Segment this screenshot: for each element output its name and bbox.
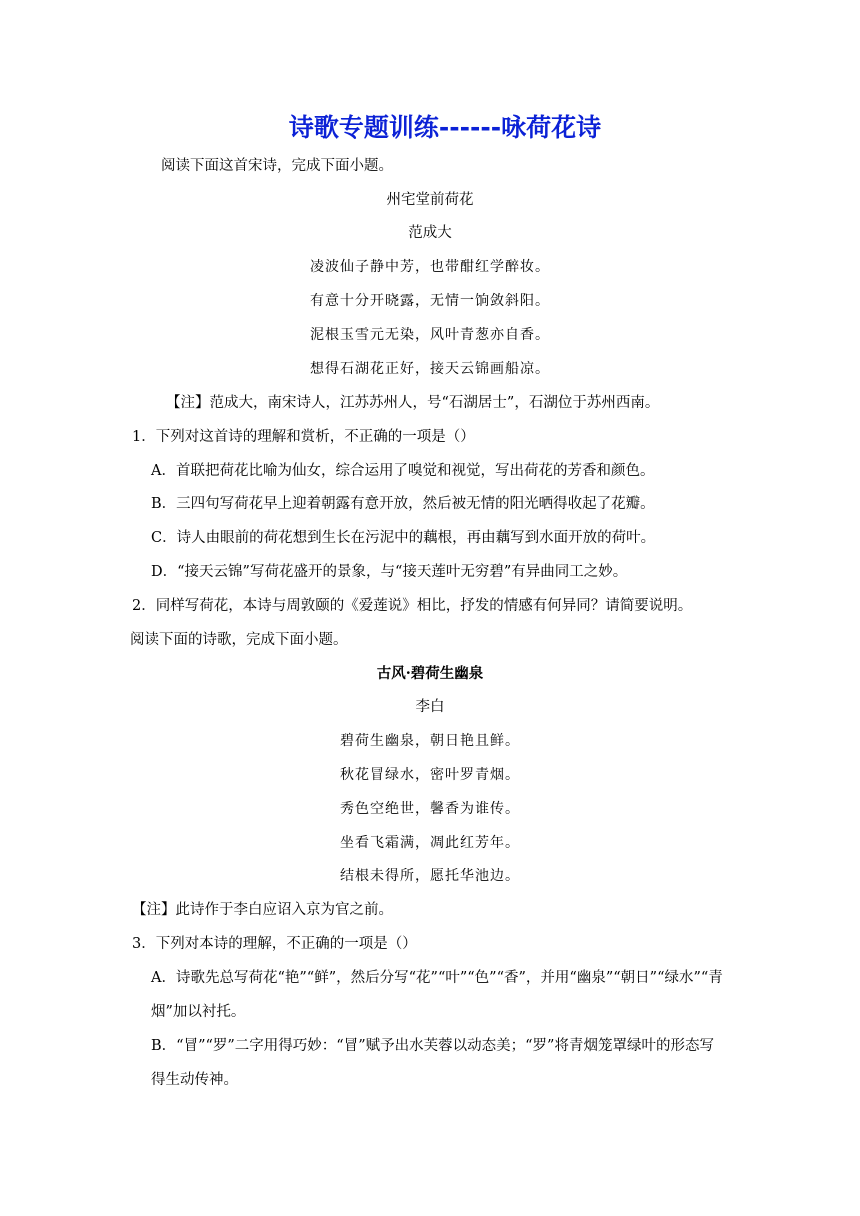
- question-3-option-b-cont: 得生动传神。: [151, 1072, 238, 1088]
- question-1-option-d: D．“接天云锦”写荷花盛开的景象，与“接天莲叶无穷碧”有异曲同工之妙。: [151, 564, 628, 580]
- question-3-option-b: B．“冒”“罗”二字用得巧妙：“冒”赋予出水芙蓉以动态美；“罗”将青烟笼罩绿叶的形态写: [151, 1038, 714, 1054]
- poem1-author: 范成大: [408, 225, 452, 241]
- poem1-line: 有意十分开晓露，无情一饷敛斜阳。: [310, 293, 550, 309]
- question-1-option-c: C．诗人由眼前的荷花想到生长在污泥中的藕根，再由藕写到水面开放的荷叶。: [151, 530, 656, 546]
- poem2-author: 李白: [415, 699, 445, 715]
- poem2-line: 秀色空绝世，馨香为谁传。: [340, 801, 520, 817]
- poem1-line: 凌波仙子静中芳，也带酣红学醉妆。: [310, 259, 550, 275]
- poem2-line: 坐看飞霜满，凋此红芳年。: [340, 835, 520, 851]
- question-1-option-a: A．首联把荷花比喻为仙女，综合运用了嗅觉和视觉，写出荷花的芳香和颜色。: [151, 463, 655, 479]
- poem1-note: 【注】范成大，南宋诗人，江苏苏州人，号“石湖居士”，石湖位于苏州西南。: [166, 395, 660, 411]
- question-1-stem: 1．下列对这首诗的理解和赏析，不正确的一项是（）: [132, 429, 475, 445]
- question-1-option-b: B．三四句写荷花早上迎着朝露有意开放，然后被无情的阳光晒得收起了花瓣。: [151, 496, 655, 512]
- poem2-title: 古风·碧荷生幽泉: [376, 665, 484, 682]
- poem2-note: 【注】此诗作于李白应诏入京为官之前。: [132, 902, 393, 918]
- poem2-line: 结根未得所，愿托华池边。: [340, 868, 520, 884]
- question-3-option-a: A．诗歌先总写荷花“艳”“鲜”，然后分写“花”“叶”“色”“香”，并用“幽泉”“朝日”“绿水”“青: [151, 970, 723, 986]
- question-3-stem: 3．下列对本诗的理解，不正确的一项是（）: [132, 936, 417, 952]
- poem1-line: 泥根玉雪元无染，风叶青葱亦自香。: [310, 327, 550, 343]
- poem1-line: 想得石湖花正好，接天云锦画船凉。: [310, 361, 550, 377]
- section1-instruction: 阅读下面这首宋诗，完成下面小题。: [161, 158, 393, 174]
- question-2-stem: 2．同样写荷花，本诗与周敦颐的《爱莲说》相比，抒发的情感有何异同？请简要说明。: [132, 598, 693, 614]
- page-title: 诗歌专题训练------咏荷花诗: [288, 113, 602, 142]
- question-3-option-a-cont: 烟”加以衬托。: [151, 1004, 246, 1020]
- section2-instruction: 阅读下面的诗歌，完成下面小题。: [130, 632, 348, 648]
- poem2-line: 秋花冒绿水，密叶罗青烟。: [340, 767, 520, 783]
- poem1-title: 州宅堂前荷花: [386, 192, 474, 208]
- poem2-line: 碧荷生幽泉，朝日艳且鲜。: [340, 733, 520, 749]
